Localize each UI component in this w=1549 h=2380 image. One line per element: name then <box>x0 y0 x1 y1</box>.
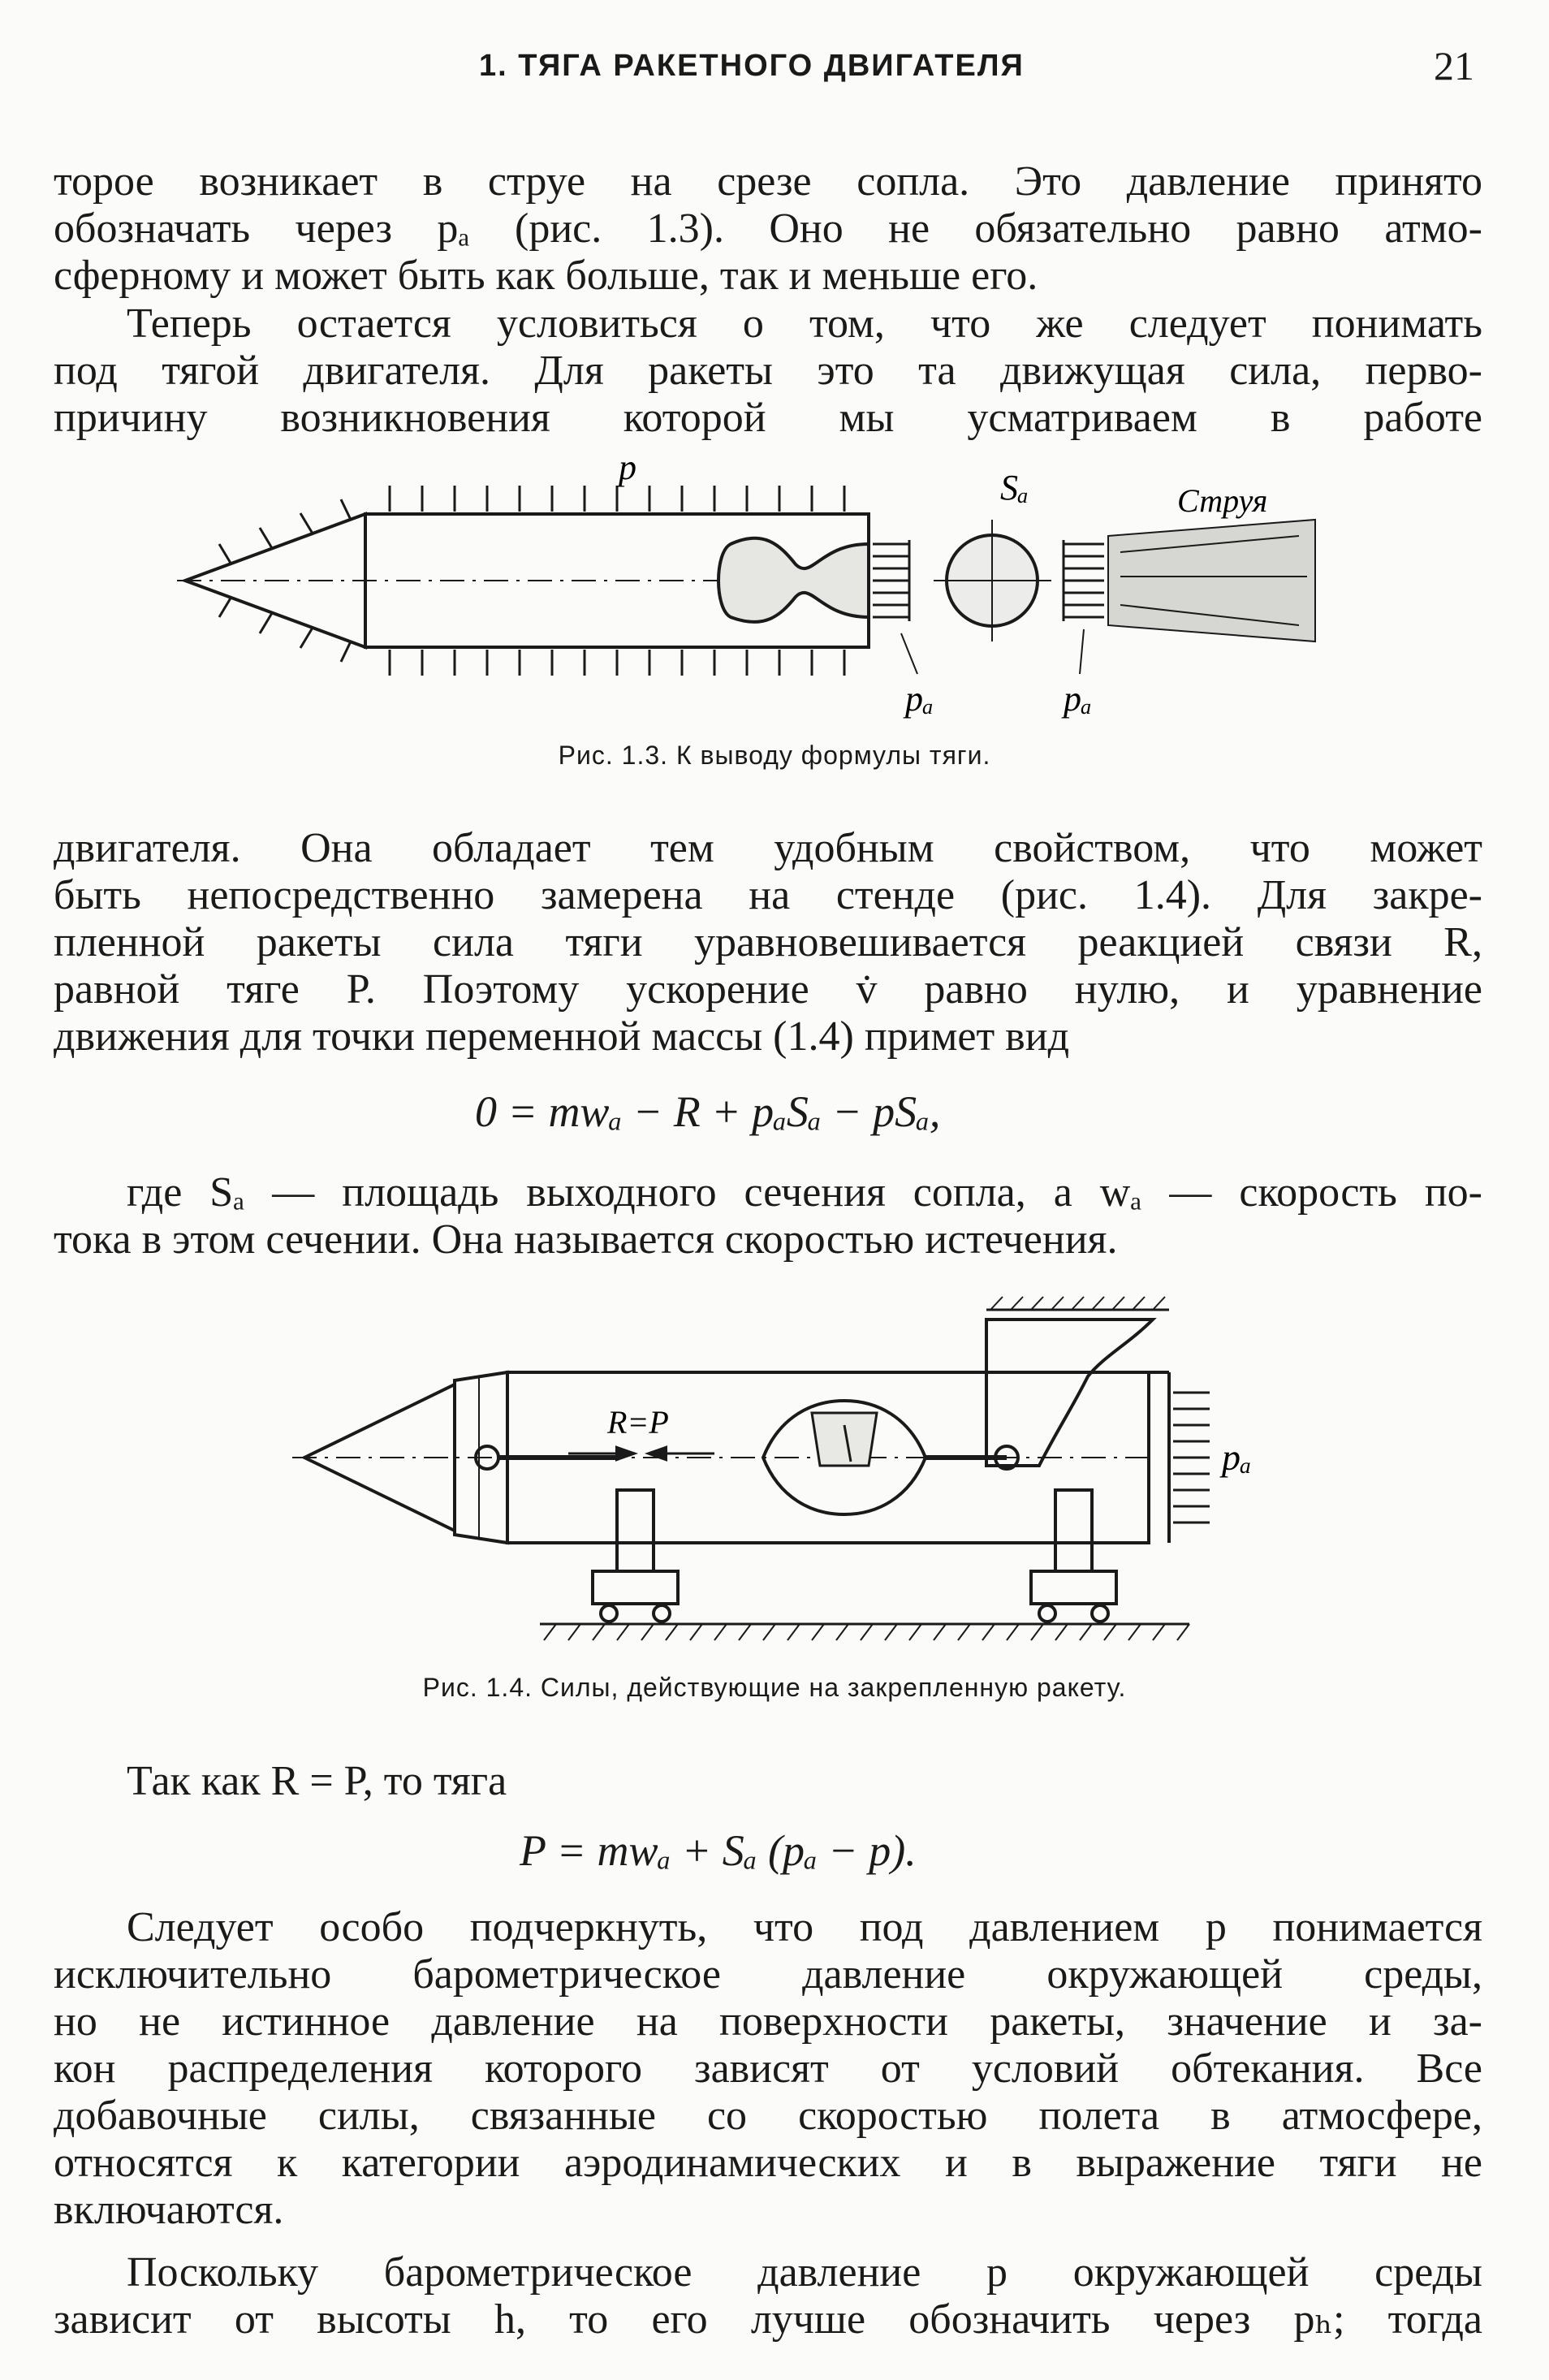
test-stand-bulkhead <box>986 1320 1153 1466</box>
label-r-eq-p: R=P <box>607 1404 669 1441</box>
text-line: но не истинное давление на поверхности ракеты, значение и за- <box>54 1998 1482 2045</box>
running-title: 1. ТЯГА РАКЕТНОГО ДВИГАТЕЛЯ <box>479 49 1025 83</box>
text-line: Так как R = P, то тяга <box>127 1758 507 1804</box>
carriage-left <box>593 1571 678 1604</box>
paragraph-7 <box>54 2249 1482 2343</box>
paragraph-2 <box>54 300 1482 442</box>
text-line: пленной ракеты сила тяги уравновешивается реакцией связи R, <box>54 919 1482 965</box>
text-line: где Sₐ — площадь выходного сечения сопла, а wₐ — скорость по- <box>127 1169 1482 1216</box>
text-line: равной тяге P. Поэтому ускорение v̇ равно нулю, и уравнение <box>54 966 1482 1013</box>
combustion-chamber <box>718 538 869 622</box>
label-p: p <box>619 455 636 487</box>
page-number: 21 <box>1434 43 1474 89</box>
page-header <box>0 43 1549 97</box>
equation-2: P = mwₐ + Sₐ (pₐ − p). <box>520 1826 917 1875</box>
figure-1-4 <box>0 1295 1549 1652</box>
text-line: торое возникает в струе на срезе сопла. Это давление принято <box>54 158 1482 205</box>
label-pa-left: pₐ <box>905 679 934 719</box>
text-line: двигателя. Она обладает тем удобным свойством, что может <box>54 825 1482 871</box>
text-line: тока в этом сечении. Она называется скоростью истечения. <box>54 1216 1118 1263</box>
text-line: быть непосредственно замерена на стенде (рис. 1.4). Для закре- <box>54 872 1482 918</box>
text-line: обозначать через pₐ (рис. 1.3). Оно не обязательно равно атмо- <box>54 205 1482 252</box>
paragraph-5 <box>54 1758 1482 1805</box>
support-right <box>1055 1490 1092 1571</box>
text-line: сферному и может быть как больше, так и меньше его. <box>54 253 1038 299</box>
label-sa: Sₐ <box>1000 468 1029 508</box>
carriage-right <box>1031 1571 1116 1604</box>
paragraph-4 <box>54 1169 1482 1263</box>
text-line: зависит от высоты h, то его лучше обозначить через pₕ; тогда <box>54 2296 1482 2343</box>
label-pa-right: pₐ <box>1064 679 1092 719</box>
text-line: движения для точки переменной массы (1.4) примет вид <box>54 1013 1070 1060</box>
support-left <box>617 1490 654 1571</box>
dynamometer-dial <box>812 1413 877 1466</box>
text-line: добавочные силы, связанные со скоростью полета в атмосфере, <box>54 2093 1482 2139</box>
paragraph-6 <box>54 1904 1482 2234</box>
label-jet: Струя <box>1177 482 1268 519</box>
paragraph-3 <box>54 825 1482 1060</box>
text-line: Поскольку барометрическое давление p окружающей среды <box>127 2249 1482 2296</box>
label-pa: pₐ <box>1222 1436 1252 1478</box>
equation-1: 0 = mwₐ − R + pₐSₐ − pSₐ, <box>475 1087 941 1136</box>
text-line: Теперь остается условиться о том, что же следует понимать <box>127 300 1482 347</box>
figure-1-3-caption: Рис. 1.3. К выводу формулы тяги. <box>558 741 991 770</box>
figure-1-4-caption: Рис. 1.4. Силы, действующие на закрепленную ракету. <box>422 1673 1127 1702</box>
figure-1-3 <box>0 455 1549 747</box>
text-line: включаются. <box>54 2187 284 2233</box>
text-line: исключительно барометрическое давление окружающей среды, <box>54 1951 1482 1998</box>
text-line: относятся к категории аэродинамических и в выражение тяги не <box>54 2140 1482 2186</box>
text-line: Следует особо подчеркнуть, что под давлением p понимается <box>127 1904 1482 1950</box>
paragraph-1 <box>54 158 1482 300</box>
text-line: кон распределения которого зависят от условий обтекания. Все <box>54 2045 1482 2092</box>
text-line: под тягой двигателя. Для ракеты это та движущая сила, перво- <box>54 348 1482 394</box>
text-line: причину возникновения которой мы усматриваем в работе <box>54 395 1482 441</box>
